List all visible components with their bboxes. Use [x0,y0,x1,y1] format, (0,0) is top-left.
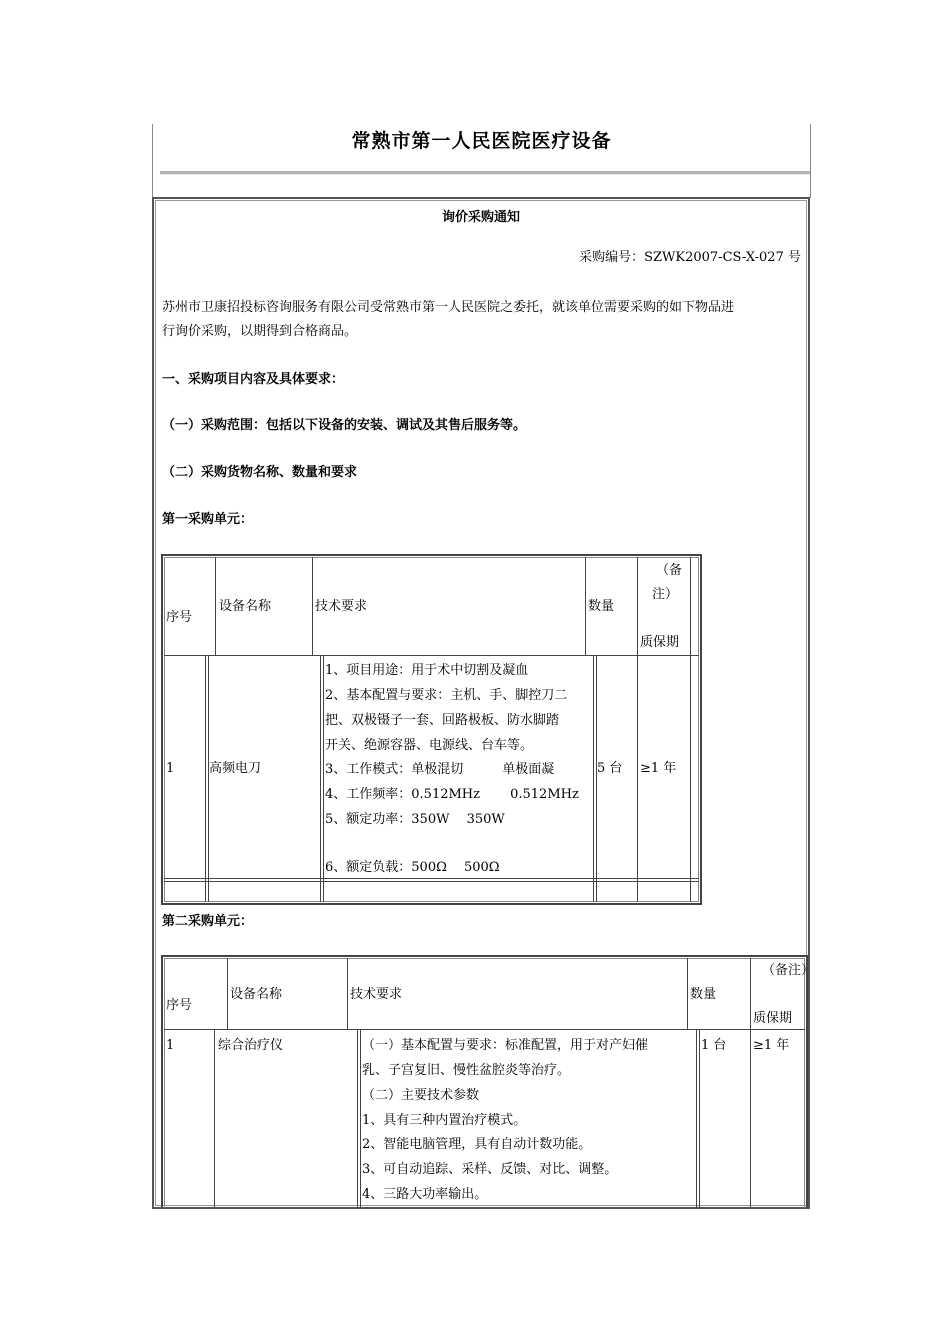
u2-spec-line: （一）基本配置与要求：标准配置，用于对产妇催 [362,1038,649,1053]
u1-col-line [323,656,324,902]
u1-col-line [320,656,321,902]
u1-row-line [164,655,699,656]
u2-col-line [214,1030,215,1208]
u1-col-line [585,557,586,656]
u1-row-name: 高频电刀 [209,761,262,776]
u1-col-line [690,656,691,902]
u1-col-line [312,557,313,656]
u2-row-line [164,1029,805,1030]
u2-header-qty: 数量 [690,987,717,1002]
u2-header-note: （备注） [762,963,815,978]
procurement-code: 采购编号：SZWK2007-CS-X-027 号 [579,250,801,265]
u2-col-line [696,1030,697,1208]
u2-col-line [750,958,751,1030]
header-frame-right [810,124,811,198]
u2-spec-line: （二）主要技术参数 [362,1088,480,1103]
u1-col-line [690,557,691,656]
u1-header-warranty: 质保期 [640,635,680,650]
u2-col-line [227,958,228,1030]
u1-row-no: 1 [166,761,175,776]
u2-header-spec: 技术要求 [350,987,403,1002]
unit-2-label: 第二采购单元： [162,914,254,929]
goods-heading: （二）采购货物名称、数量和要求 [162,465,358,480]
u2-col-line [360,1030,361,1208]
intro-line-2: 行询价采购，以期得到合格商品。 [162,324,358,339]
u2-header-name: 设备名称 [230,987,283,1002]
unit-1-label: 第一采购单元： [162,512,254,527]
u1-spec-line: 把、双极镊子一套、回路极板、防水脚踏 [325,713,560,728]
u2-spec-line: 2、智能电脑管理，具有自动计数功能。 [362,1137,592,1152]
u1-header-note-1: （备 [656,563,683,578]
u2-header-no: 序号 [166,998,193,1013]
u1-spec-line: 4、工作频率：0.512MHz 0.512MHz [325,787,579,802]
u2-col-line [357,1030,358,1208]
title-divider [160,171,810,175]
u1-spec-line: 2、基本配置与要求：主机、手、脚控刀二 [325,688,568,703]
u2-row-name: 综合治疗仪 [218,1038,284,1053]
u1-row-line [164,881,699,882]
u2-row-warranty: ≥1 年 [753,1038,790,1053]
notice-heading: 询价采购通知 [441,210,520,225]
u2-col-line [699,1030,700,1208]
u1-header-qty: 数量 [588,599,615,614]
u2-spec-line: 乳、子宫复旧、慢性盆腔炎等治疗。 [362,1063,571,1078]
u2-spec-line: 4、三路大功率输出。 [362,1187,488,1202]
u2-spec-line: 1、具有三种内置治疗模式。 [362,1113,527,1128]
u1-col-line [637,656,638,902]
u2-col-line [687,958,688,1030]
section-1-heading: 一、采购项目内容及具体要求： [162,372,345,387]
u2-col-line [347,958,348,1030]
u1-header-spec: 技术要求 [315,599,368,614]
u1-spec-line: 5、额定功率：350W 350W [325,812,505,827]
u2-row-qty: 1 台 [701,1038,727,1053]
u2-header-warranty: 质保期 [753,1011,793,1026]
u1-col-line [637,557,638,656]
u1-header-no: 序号 [166,610,193,625]
u1-row-qty: 5 台 [597,761,623,776]
u2-col-line [750,1030,751,1208]
u2-row-no: 1 [166,1038,175,1053]
u1-spec-line: 开关、绝源容器、电源线、台车等。 [325,738,534,753]
intro-line-1: 苏州市卫康招投标咨询服务有限公司受常熟市第一人民医院之委托，就该单位需要采购的如下物品进 [162,300,735,315]
u1-col-line [205,656,206,902]
scope-heading: （一）采购范围：包括以下设备的安装、调试及其售后服务等。 [162,418,527,433]
page-title: 常熟市第一人民医院医疗设备 [351,130,612,152]
u1-col-line [215,557,216,656]
u1-spec-line: 6、额定负载：500Ω 500Ω [325,860,500,875]
u1-col-line [593,656,594,902]
u1-header-note-2: 注） [652,587,679,602]
u1-spec-line: 1、项目用途：用于术中切割及凝血 [325,663,529,678]
u1-row-warranty: ≥1 年 [640,761,677,776]
u1-spec-line: 3、工作模式：单极混切 单极面凝 [325,762,555,777]
u2-spec-line: 3、可自动追踪、采样、反馈、对比、调整。 [362,1162,618,1177]
u1-header-name: 设备名称 [219,599,272,614]
